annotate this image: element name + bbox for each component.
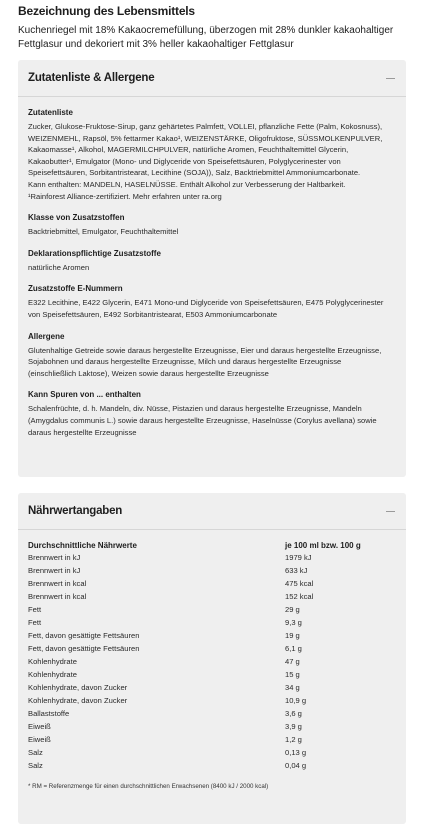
panel-divider	[18, 96, 406, 97]
section-text-line: Kakaobutter¹, Emulgator (Mono- und Diglyceride von Speisefettsäuren, Polyglycerinester von	[28, 156, 341, 166]
nutrient-label: Salz	[28, 748, 43, 758]
section-text	[28, 226, 396, 238]
nutrient-label: Fett, davon gesättigte Fettsäuren	[28, 631, 140, 641]
section-text-line: Glutenhaltige Getreide sowie daraus hergestellte Erzeugnisse, Eier und daraus hergestellte Erzeugnisse,	[28, 345, 382, 355]
ingredients-panel	[18, 60, 406, 477]
section-text-line: Sojabohnen und daraus hergestellte Erzeugnisse, Milch und daraus hergestellte Erzeugnisse	[28, 357, 342, 367]
section-text-line: Kakaomasse¹, Alkohol, MAGERMILCHPULVER, natürliche Aromen, Feuchthaltemittel Glycerin,	[28, 145, 349, 155]
footnote: * RM = Referenzmenge für einen durchschnittlichen Erwachsenen (8400 kJ / 2000 kcal)	[28, 782, 269, 790]
nutrient-label: Brennwert in kJ	[28, 553, 81, 563]
section-text-line: Speisefettsäuren, Sorbitantristearat, Lecithine (SOJA)), Salz, Backtriebmittel Ammoniumcarbonate.	[28, 168, 361, 178]
section-title: Zusatzstoffe E-Nummern	[28, 284, 123, 294]
section-text-line: Kann enthalten: MANDELN, HASELNÜSSE. Enthält Alkohol zur Verbesserung der Haltbarkeit.	[28, 179, 346, 189]
page-title: Bezeichnung des Lebensmittels	[18, 4, 195, 18]
section-text	[28, 121, 396, 202]
nutrient-value: 475 kcal	[285, 579, 314, 589]
table-row	[28, 734, 396, 747]
nutrient-label: Fett, davon gesättigte Fettsäuren	[28, 644, 140, 654]
table-row	[28, 656, 396, 669]
table-row	[28, 760, 396, 773]
panel-divider	[18, 529, 406, 530]
ingredients-panel-title: Zutatenliste & Allergene	[28, 72, 155, 84]
section-text	[28, 345, 396, 380]
section-text-line: von Speisefettsäuren, E492 Sorbitantristearat, E503 Ammoniumcarbonate	[28, 309, 278, 319]
section-text-line: Schalenfrüchte, d. h. Mandeln, div. Nüsse, Pistazien und daraus hergestellte Erzeugnisse, Mandeln	[28, 404, 362, 414]
nutrition-panel-header[interactable]	[18, 493, 406, 529]
table-row	[28, 708, 396, 721]
nutrient-value: 0,04 g	[285, 761, 307, 771]
table-row	[28, 669, 396, 682]
nutrient-label: Brennwert in kJ	[28, 566, 81, 576]
nutrition-table	[28, 539, 396, 773]
nutrient-label: Kohlenhydrate, davon Zucker	[28, 683, 128, 693]
nutrition-panel-body	[18, 539, 406, 790]
nutrient-label: Ballaststoffe	[28, 709, 70, 719]
nutrient-value: 19 g	[285, 631, 300, 641]
column-header-nutrient: Durchschnittliche Nährwerte	[28, 541, 137, 550]
nutrient-value: 34 g	[285, 683, 300, 693]
table-row	[28, 578, 396, 591]
nutrient-label: Kohlenhydrate	[28, 657, 77, 667]
nutrient-value: 15 g	[285, 670, 300, 680]
table-row	[28, 682, 396, 695]
nutrient-label: Salz	[28, 761, 43, 771]
product-description: Kuchenriegel mit 18% Kakaocremefüllung, überzogen mit 28% dunkler kakaohaltiger Fettglasur und dekoriert mit 3% heller kakaohaltiger Fettglasur	[18, 25, 394, 50]
nutrient-value: 47 g	[285, 657, 300, 667]
section-title: Zutatenliste	[28, 108, 73, 117]
table-row	[28, 617, 396, 630]
nutrient-label: Fett	[28, 618, 42, 628]
section-title: Allergene	[28, 331, 65, 341]
nutrient-value: 152 kcal	[285, 592, 314, 602]
nutrient-value: 3,6 g	[285, 709, 302, 719]
section-text-line: natürliche Aromen	[28, 262, 90, 272]
nutrient-value: 1,2 g	[285, 735, 302, 745]
nutrient-value: 1979 kJ	[285, 553, 312, 563]
section-text-line: Zucker, Glukose-Fruktose-Sirup, ganz gehärtetes Palmfett, VOLLEI, pflanzliche Fette (Palm, Kokosnuss),	[28, 122, 383, 131]
nutrient-label: Brennwert in kcal	[28, 579, 87, 589]
table-row	[28, 604, 396, 617]
section-text	[28, 262, 396, 274]
collapse-icon[interactable]	[384, 72, 396, 84]
section-text-line: WEIZENMEHL, Rapsöl, 5% fettarmer Kakao¹, WEIZENSTÄRKE, Oligofruktose, SÜSSMOLKENPULVER,	[28, 133, 383, 143]
nutrient-value: 10,9 g	[285, 696, 307, 706]
collapse-icon[interactable]	[384, 505, 396, 517]
nutrient-value: 6,1 g	[285, 644, 302, 654]
nutrient-value: 633 kJ	[285, 566, 308, 576]
nutrition-table-header	[28, 539, 396, 552]
nutrient-label: Fett	[28, 605, 42, 615]
section-text-line: (Amygdalus communis L.) sowie daraus hergestellte Erzeugnisse, Haselnüsse (Corylus avellana) sowie	[28, 415, 377, 425]
table-row	[28, 630, 396, 643]
nutrient-value: 29 g	[285, 605, 300, 615]
nutrient-label: Kohlenhydrate, davon Zucker	[28, 696, 128, 706]
nutrient-label: Kohlenhydrate	[28, 670, 77, 680]
nutrient-value: 9,3 g	[285, 618, 302, 628]
table-row	[28, 747, 396, 760]
nutrient-label: Eiweiß	[28, 722, 51, 732]
nutrition-panel	[18, 493, 406, 824]
section-text-line: daraus hergestellte Erzeugnisse	[28, 427, 137, 437]
nutrient-label: Brennwert in kcal	[28, 592, 87, 602]
section-text-line: Backtriebmittel, Emulgator, Feuchthaltemittel	[28, 227, 179, 237]
table-row	[28, 695, 396, 708]
section-title: Deklarationspflichtige Zusatzstoffe	[28, 248, 161, 258]
section-text	[28, 297, 396, 320]
table-row	[28, 591, 396, 604]
nutrition-panel-title: Nährwertangaben	[28, 505, 123, 517]
nutrient-value: 0,13 g	[285, 748, 307, 758]
table-row	[28, 721, 396, 734]
section-title: Klasse von Zusatzstoffen	[28, 213, 125, 223]
section-text-line: E322 Lecithine, E422 Glycerin, E471 Mono-und Diglyceride von Speisefettsäuren, E475 Polyglycerinester	[28, 298, 384, 308]
column-header-per-100: je 100 ml bzw. 100 g	[285, 541, 361, 550]
section-title: Kann Spuren von ... enthalten	[28, 390, 141, 400]
ingredients-panel-body	[18, 107, 406, 438]
ingredients-panel-header[interactable]	[18, 60, 406, 96]
nutrient-label: Eiweiß	[28, 735, 51, 745]
section-text	[28, 403, 396, 438]
table-row	[28, 565, 396, 578]
table-row	[28, 552, 396, 565]
section-text-line: ¹Rainforest Alliance-zertifiziert. Mehr erfahren unter ra.org	[28, 191, 222, 201]
table-row	[28, 643, 396, 656]
nutrient-value: 3,9 g	[285, 722, 302, 732]
section-text-line: (einschließlich Laktose), Weizen sowie daraus hergestellte Erzeugnisse	[28, 368, 269, 378]
